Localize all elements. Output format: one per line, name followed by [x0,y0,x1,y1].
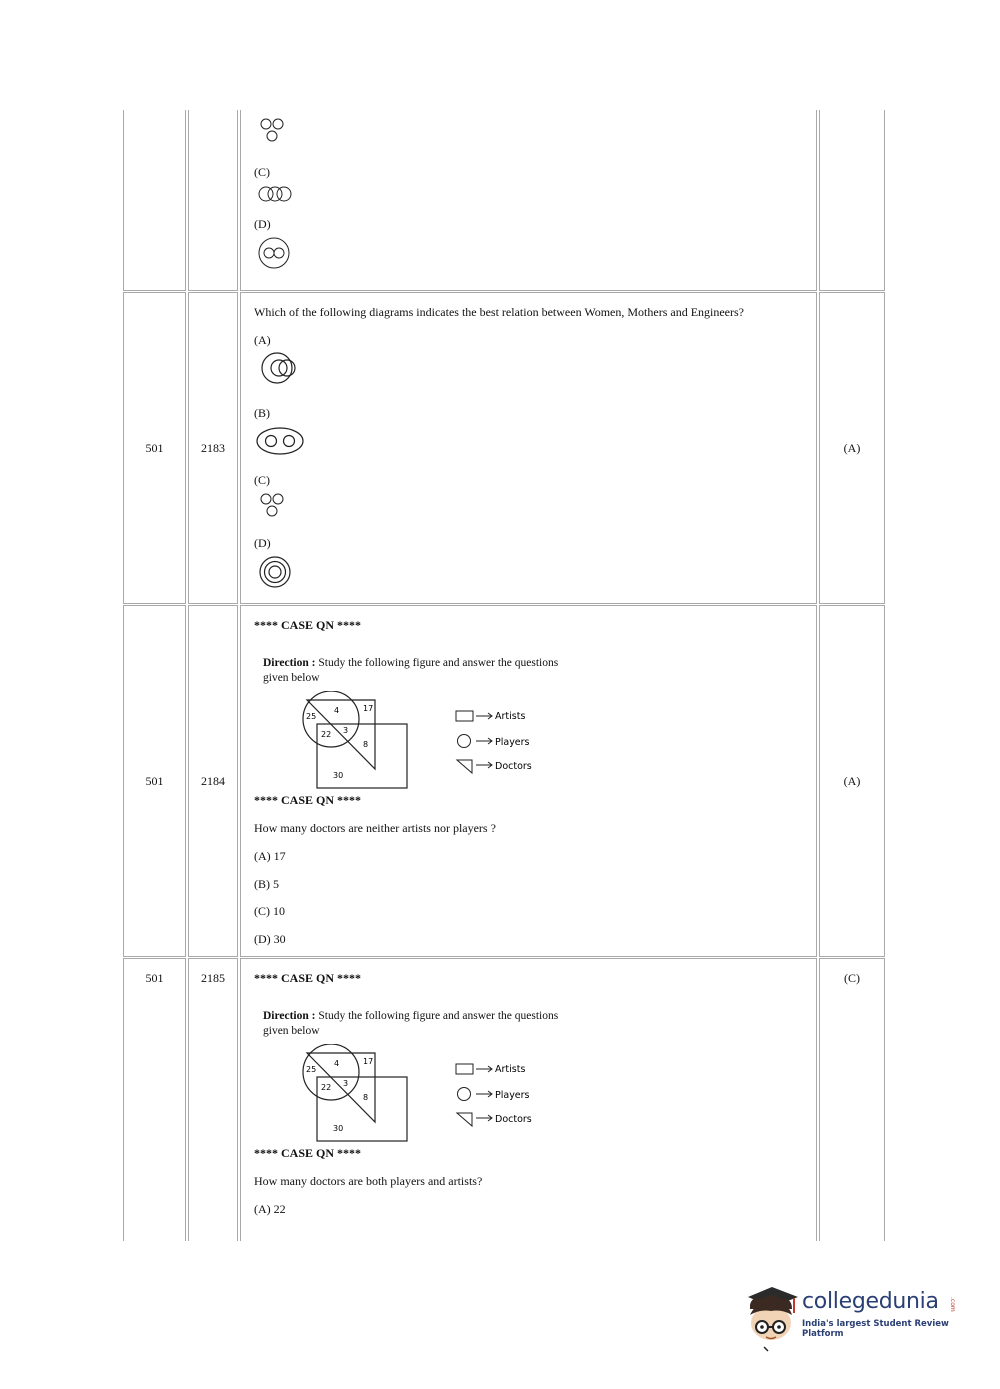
direction-body: Study the following figure and answer the questions given below [263,657,559,684]
table-row [123,958,885,1241]
table-row [123,605,885,957]
collegedunia-logo[interactable] [742,1283,972,1353]
logo-com: .com [949,1297,956,1312]
venn-number: 25 [306,712,317,721]
option-b-diagram-icon [258,117,288,145]
qid-cell: 2183 [188,292,238,604]
qid-cell [188,110,238,291]
venn-diagram [296,691,546,796]
question-text: How many doctors are both players and artists? [254,1174,483,1188]
option-label: (C) 10 [254,904,285,918]
paper-cell [123,110,186,291]
legend-players: Players [495,737,530,748]
venn-number: 30 [333,771,344,780]
case-header: **** CASE QN **** [254,1146,362,1160]
paper-cell: 501 [123,605,186,957]
question-cell [240,292,817,604]
option-c-diagram-icon [258,492,288,520]
option-label: (A) 17 [254,849,286,863]
option-c-diagram-icon [257,184,297,204]
direction-label: Direction : [263,657,316,669]
option-d-diagram-icon [258,555,292,589]
case-header: **** CASE QN **** [254,971,362,985]
direction-label: Direction : [263,1010,316,1022]
answer-cell: (A) [819,605,885,957]
legend-players: Players [495,1090,530,1101]
answer-cell: (A) [819,292,885,604]
option-label: (B) [254,406,270,420]
question-cell [240,110,817,291]
legend-artists: Artists [495,711,526,722]
venn-number: 3 [343,1079,349,1088]
venn-number: 4 [334,1059,340,1068]
option-label: (D) 30 [254,932,286,946]
question-text: Which of the following diagrams indicates the best relation between Women, Mothers and Engineers? [254,305,745,319]
qid-cell: 2184 [188,605,238,957]
option-b-diagram-icon [255,426,307,456]
qid-cell: 2185 [188,958,238,1241]
option-label: (B) 5 [254,877,279,891]
venn-number: 22 [321,730,332,739]
direction-text [263,1009,563,1039]
option-label: (C) [254,473,270,487]
logo-text: collegedunia [802,1289,939,1314]
case-header: **** CASE QN **** [254,618,362,632]
venn-number: 17 [363,704,374,713]
logo-tagline: India's largest Student Review Platform [802,1319,949,1339]
venn-number: 17 [363,1057,374,1066]
mascot-icon [742,1283,802,1353]
option-label: (D) [254,536,271,550]
option-label: (D) [254,217,271,231]
legend-artists: Artists [495,1064,526,1075]
direction-text [263,656,563,686]
venn-diagram [296,1044,546,1149]
question-cell [240,958,817,1241]
option-label: (C) [254,165,270,179]
question-cell [240,605,817,957]
venn-number: 8 [363,740,369,749]
venn-number: 25 [306,1065,317,1074]
paper-cell: 501 [123,958,186,1241]
legend-doctors: Doctors [495,761,532,772]
option-a-diagram-icon [257,351,301,385]
venn-number: 8 [363,1093,369,1102]
option-label: (A) 22 [254,1202,286,1216]
case-header: **** CASE QN **** [254,793,362,807]
paper-cell: 501 [123,292,186,604]
direction-body: Study the following figure and answer the questions given below [263,1010,559,1037]
table-row-continued [123,110,885,291]
venn-number: 3 [343,726,349,735]
answer-cell: (C) [819,958,885,1241]
venn-number: 22 [321,1083,332,1092]
option-label: (A) [254,333,271,347]
option-d-diagram-icon [257,237,291,269]
answer-cell [819,110,885,291]
venn-number: 30 [333,1124,344,1133]
question-text: How many doctors are neither artists nor players ? [254,821,496,835]
legend-doctors: Doctors [495,1114,532,1125]
venn-number: 4 [334,706,340,715]
table-row [123,292,885,604]
